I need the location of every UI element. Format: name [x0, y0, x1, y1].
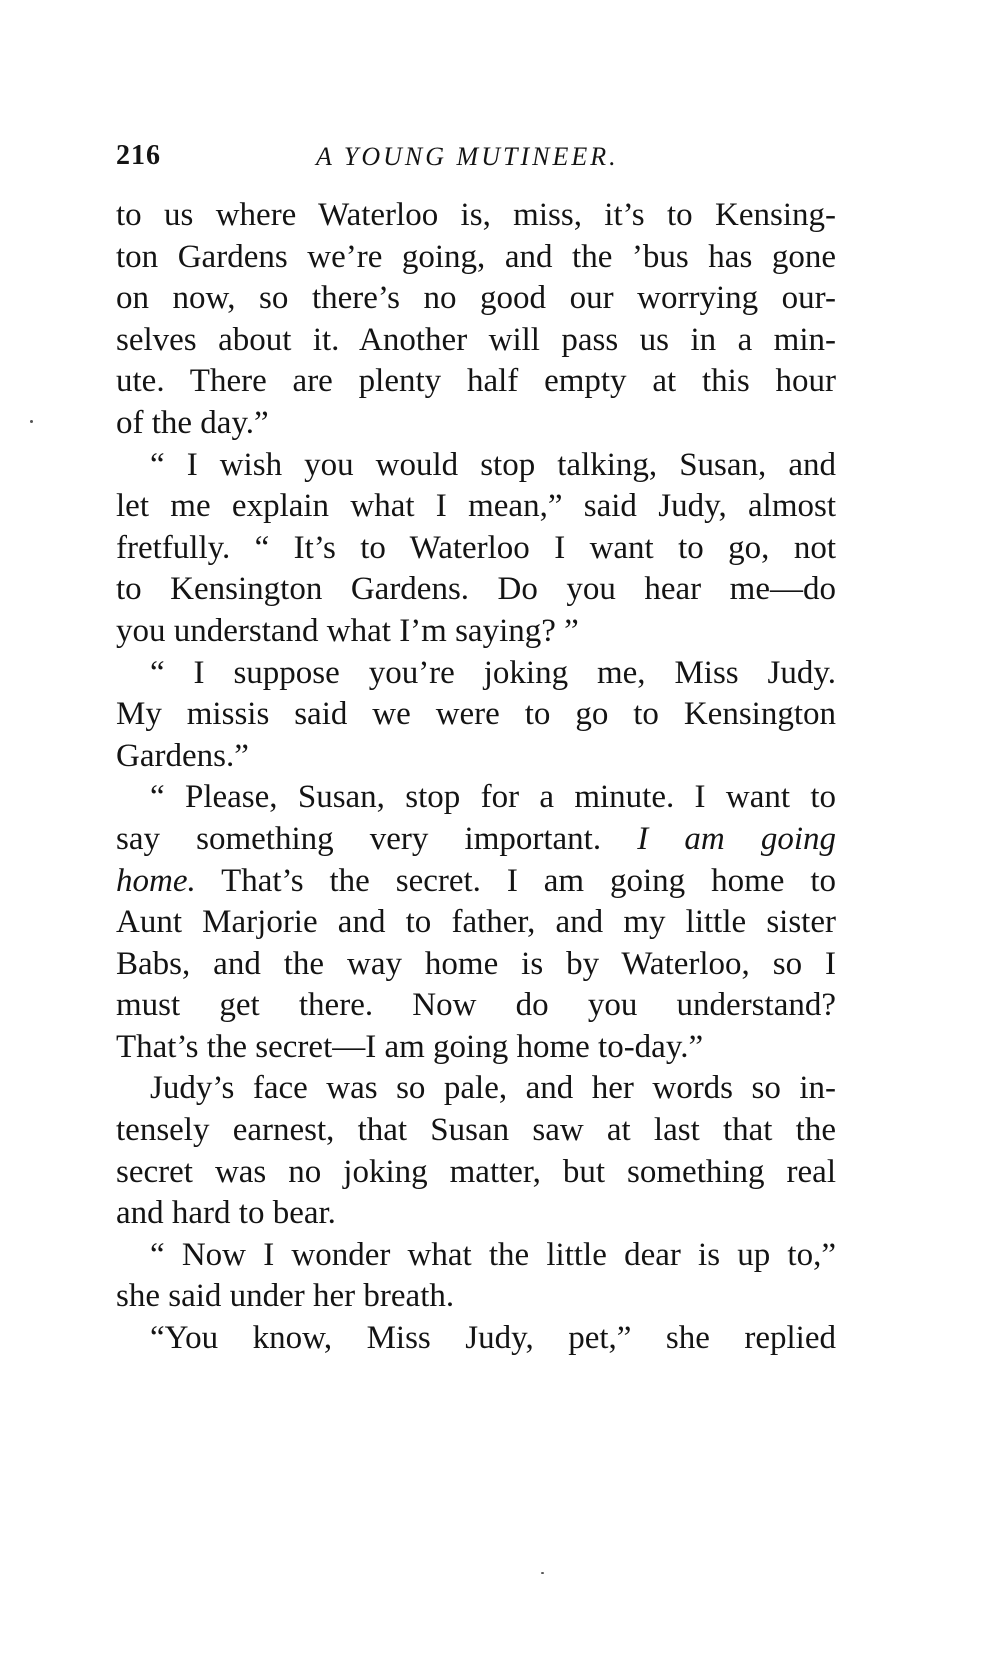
text-line: and hard to bear.	[116, 1195, 336, 1232]
text-line: to us where Waterloo is, miss, it’s to Kensing-	[116, 197, 836, 233]
text-line: Aunt Marjorie and to father, and my little sister	[116, 904, 836, 941]
text-line: “ Please, Susan, stop for a minute. I want to	[150, 779, 836, 816]
text-line: secret was no joking matter, but something real	[116, 1153, 836, 1190]
text-line: “You know, Miss Judy, pet,” she replied	[150, 1320, 836, 1357]
text-line: “ I suppose you’re joking me, Miss Judy.	[150, 654, 836, 691]
scan-speck	[541, 1572, 544, 1574]
text-line: “ I wish you would stop talking, Susan, and	[150, 446, 836, 483]
text-line: Judy’s face was so pale, and her words so in-	[150, 1070, 836, 1107]
text-line: Babs, and the way home is by Waterloo, so I	[116, 945, 836, 982]
body-text	[116, 195, 836, 1360]
text-line: on now, so there’s no good our worrying our-	[116, 280, 836, 317]
running-head	[116, 140, 836, 180]
text-line: ute. There are plenty half empty at this hour	[116, 363, 836, 400]
text-line	[116, 861, 836, 903]
italic-phrase: home.	[116, 862, 196, 899]
text-segment: That’s the secret. I am going home to	[221, 862, 837, 899]
italic-phrase: I am going	[637, 820, 836, 857]
text-line: let me explain what I mean,” said Judy, almost	[116, 488, 836, 525]
page-number: 216	[116, 140, 161, 171]
text-line: That’s the secret—I am going home to-day.”	[116, 1028, 704, 1065]
text-line	[116, 819, 836, 861]
text-segment: say something very important.	[116, 820, 602, 857]
text-line: Gardens.”	[116, 737, 249, 774]
text-line: ton Gardens we’re going, and the ’bus has gone	[116, 238, 836, 275]
text-line: she said under her breath.	[116, 1278, 455, 1315]
text-line: fretfully. “ It’s to Waterloo I want to go, not	[116, 529, 836, 566]
text-line: you understand what I’m saying? ”	[116, 612, 579, 649]
text-line: must get there. Now do you understand?	[116, 987, 836, 1024]
text-line: My missis said we were to go to Kensington	[116, 696, 836, 733]
text-line: tensely earnest, that Susan saw at last that the	[116, 1112, 836, 1149]
text-line: to Kensington Gardens. Do you hear me—do	[116, 571, 836, 608]
text-line: of the day.”	[116, 404, 269, 441]
text-line: “ Now I wonder what the little dear is up to,”	[150, 1236, 836, 1273]
scan-speck	[30, 420, 33, 423]
running-title: A YOUNG MUTINEER.	[316, 142, 619, 171]
text-line: selves about it. Another will pass us in a min-	[116, 321, 836, 358]
